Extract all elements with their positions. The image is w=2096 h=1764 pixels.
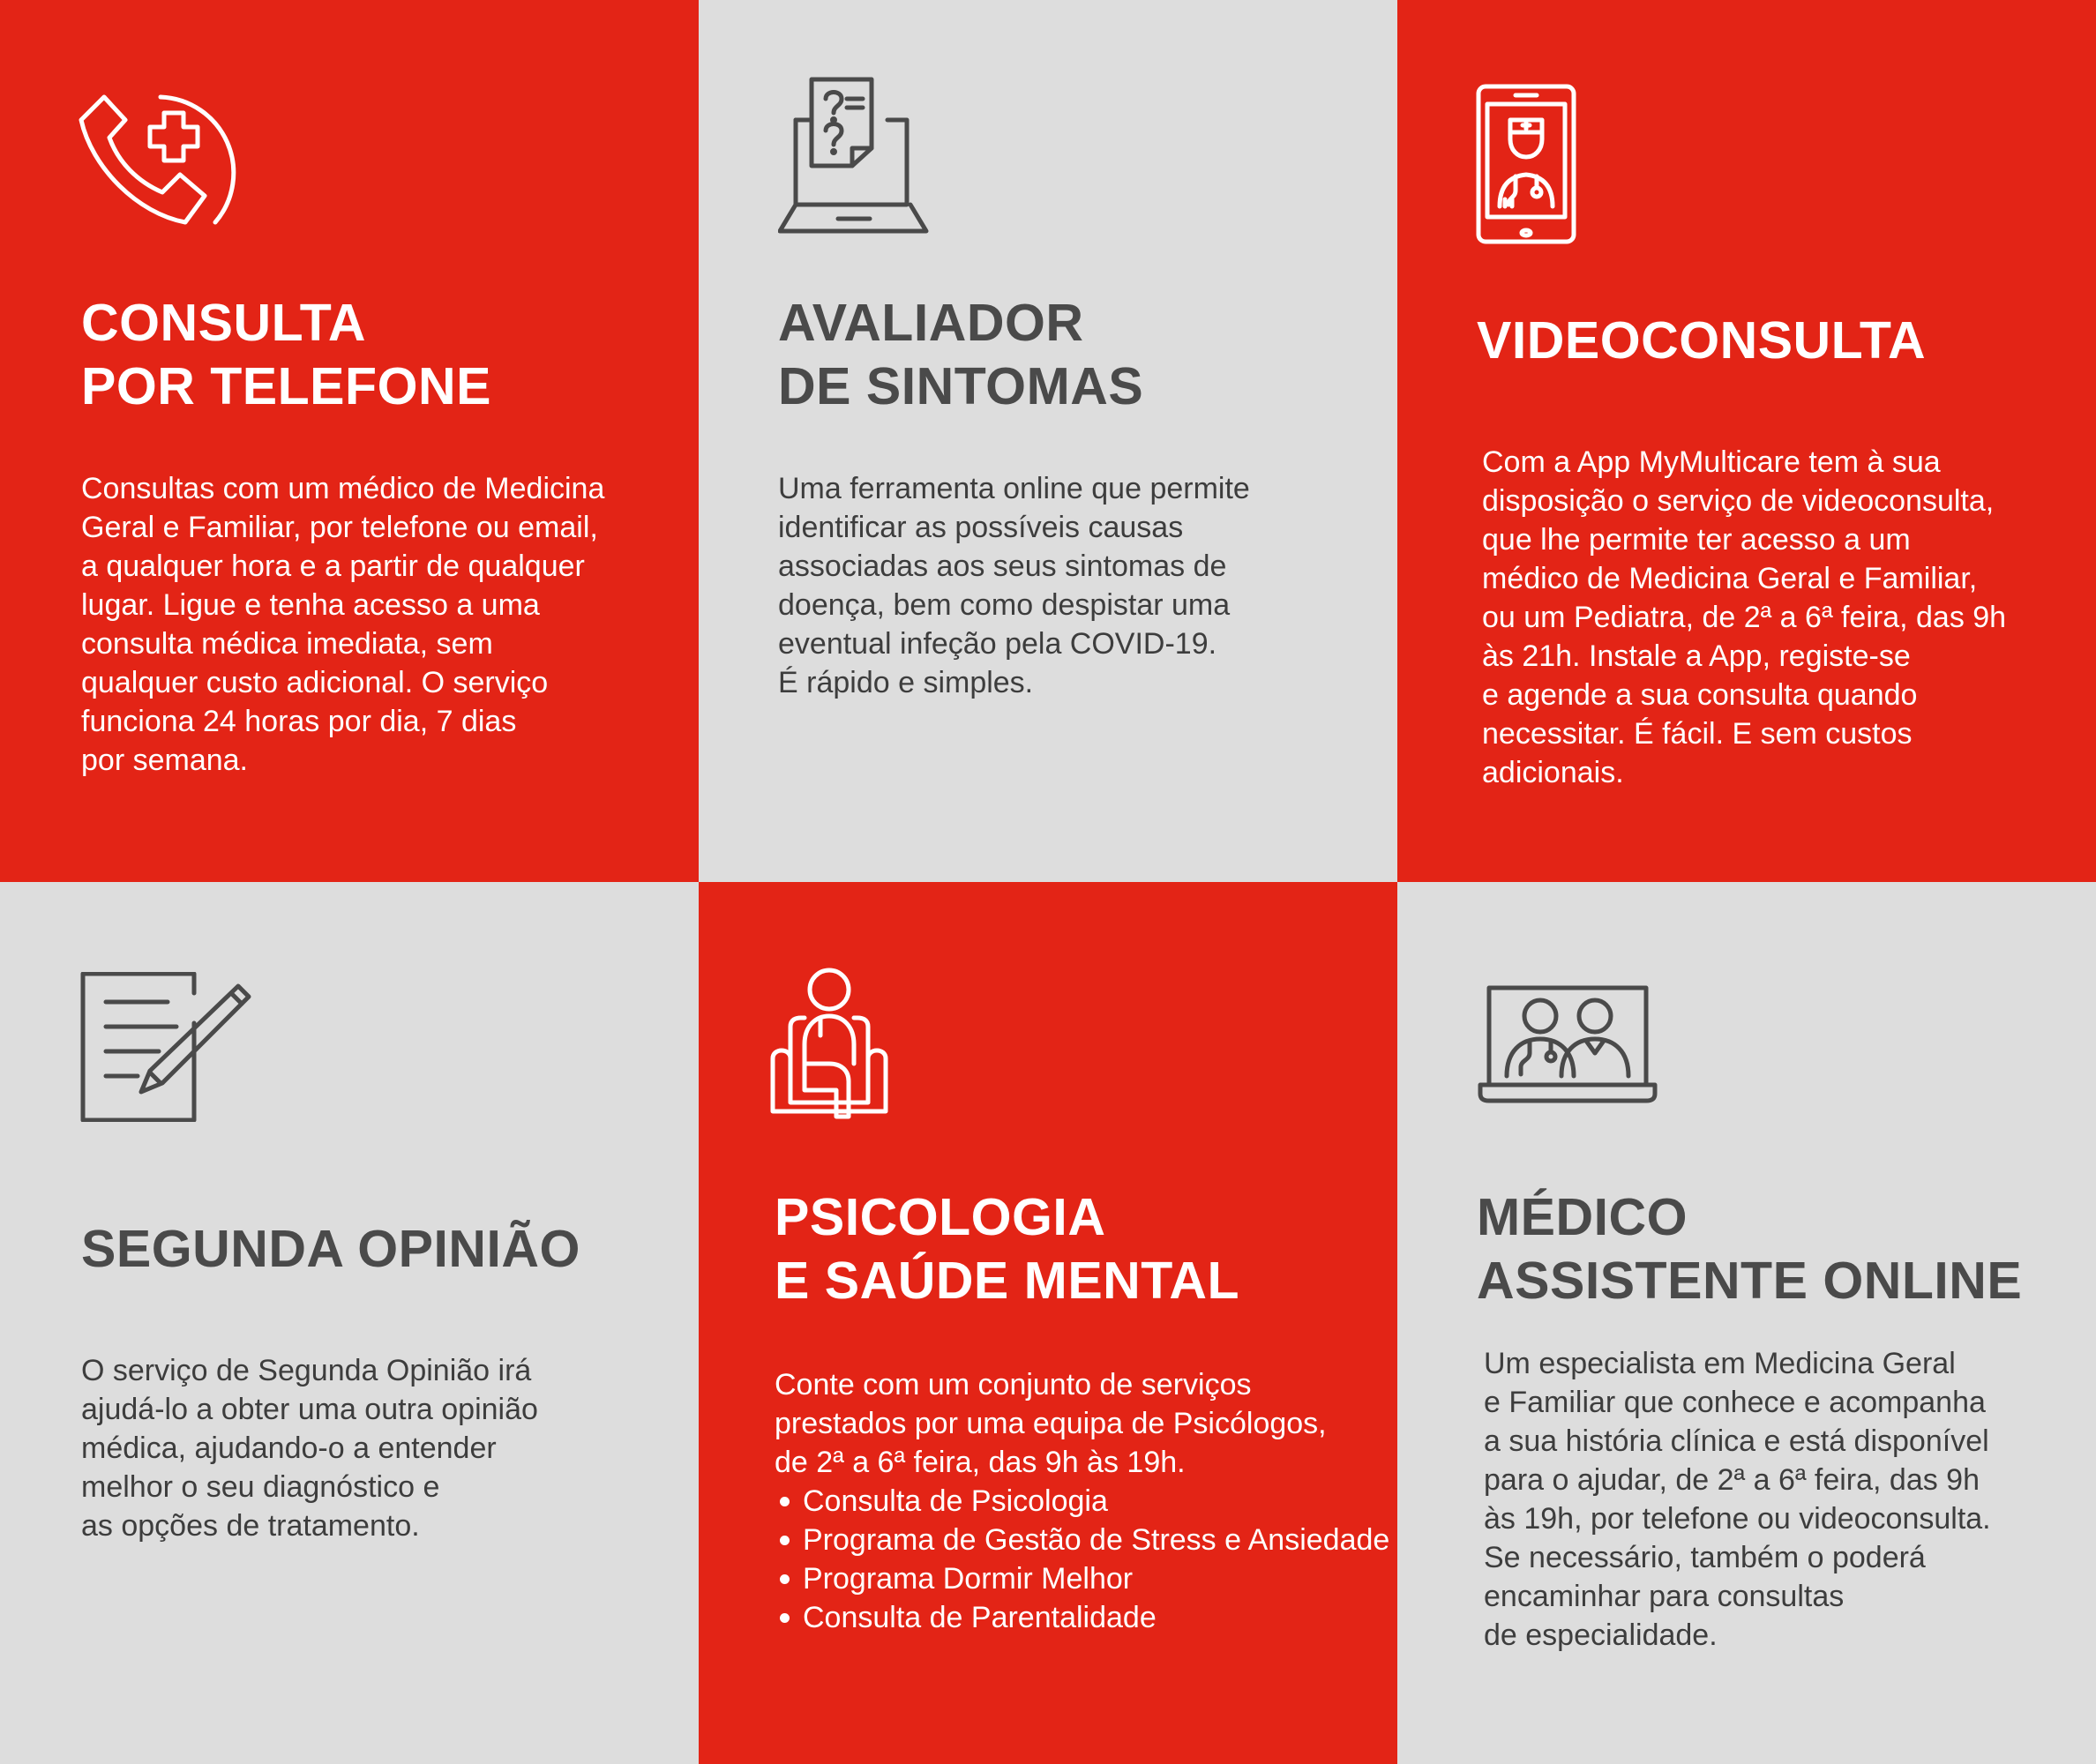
card-avaliador-de-sintomas [699,0,1397,882]
services-bullet-list [775,1482,1389,1637]
smartphone-doctor-icon [1475,83,1577,245]
card-videoconsulta [1397,0,2096,882]
card-title: SEGUNDA OPINIÃO [81,1220,580,1278]
card-description: Uma ferramenta online que permite identificar as possíveis causas associadas aos seus sintomas de doença, bem como despistar uma eventual infeção pela COVID-19. É rápido e simples. [778,472,1250,699]
phone-medical-cross-icon [76,90,243,242]
list-item: Programa Dormir Melhor [775,1559,1389,1598]
card-segunda-opiniao [0,882,699,1764]
card-description: Consultas com um médico de Medicina Geral e Familiar, por telefone ou email, a qualquer hora e a partir de qualquer lugar. Ligue e tenha acesso a uma consulta médica imediata, sem qualquer custo adicional. O serviço funciona 24 horas por dia, 7 dias por semana. [81,472,605,777]
card-title: PSICOLOGIA E SAÚDE MENTAL [775,1188,1240,1310]
card-title: CONSULTA POR TELEFONE [81,294,491,415]
document-pencil-icon [79,972,252,1122]
person-armchair-icon [769,965,898,1124]
list-item: Programa de Gestão de Stress e Ansiedade [775,1521,1389,1559]
card-description: O serviço de Segunda Opinião irá ajudá-lo a obter uma outra opinião médica, ajudando-o a entender melhor o seu diagnóstico e as opções de tratamento. [81,1354,538,1543]
laptop-doctors-icon [1477,984,1662,1106]
card-description: Conte com um conjunto de serviços prestados por uma equipa de Psicólogos, de 2ª a 6ª feira, das 9h às 19h. Consulta de Psicologia Programa de Gestão de Stress e Ansiedade Programa Dormir Melhor Consulta de Parentalidade [775,1365,1389,1637]
list-item: Consulta de Parentalidade [775,1598,1389,1637]
list-item: Consulta de Psicologia [775,1482,1389,1521]
card-title: MÉDICO ASSISTENTE ONLINE [1477,1188,2023,1310]
card-description: Um especialista em Medicina Geral e Familiar que conhece e acompanha a sua história clínica e está disponível para o ajudar, de 2ª a 6ª feira, das 9h às 19h, por telefone ou videoconsulta. Se necessário, também o poderá encaminhar para consultas de especialidade. [1484,1347,1991,1652]
card-title: VIDEOCONSULTA [1477,311,1927,370]
card-consulta-por-telefone [0,0,699,882]
card-psicologia-e-saude-mental [699,882,1397,1764]
laptop-questionnaire-icon [778,76,930,238]
card-description: Com a App MyMulticare tem à sua disposição o serviço de videoconsulta, que lhe permite ter acesso a um médico de Medicina Geral e Familiar, ou um Pediatra, de 2ª a 6ª feira, das 9h às 21h. Instale a App, registe-se e agende a sua consulta quando necessitar. É fácil. E sem custos adicionais. [1482,445,2007,789]
card-title: AVALIADOR DE SINTOMAS [778,294,1144,415]
card-medico-assistente-online [1397,882,2096,1764]
